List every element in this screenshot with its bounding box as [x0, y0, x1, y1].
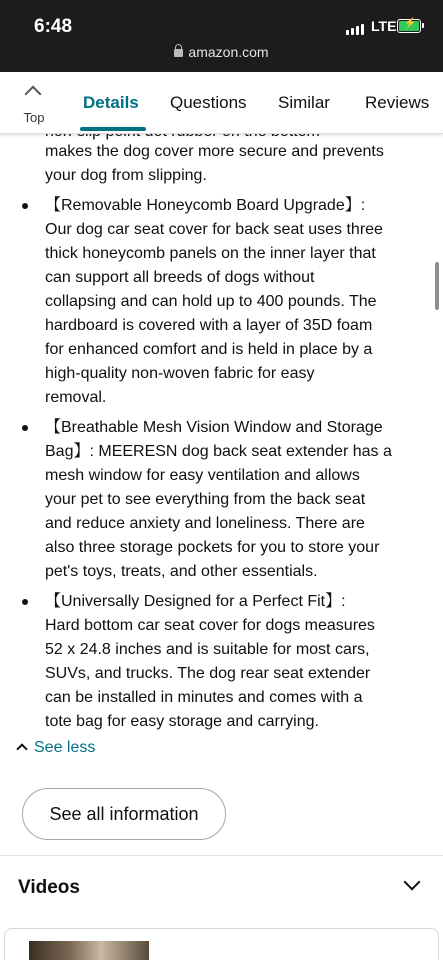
bullet-text-line: pet's toys, treats, and other essentials. [45, 563, 318, 580]
top-label: Top [23, 110, 45, 125]
tab-details[interactable]: Details [83, 93, 139, 112]
bullet-text-line: 【Breathable Mesh Vision Window and Storage [45, 419, 383, 436]
url-text: amazon.com [188, 44, 269, 60]
chevron-down-icon[interactable] [404, 874, 421, 891]
divider [0, 855, 443, 856]
bullet-text-line: SUVs, and trucks. The dog rear seat extender [45, 665, 371, 682]
status-bar [0, 0, 443, 72]
chevron-up-icon [16, 743, 27, 754]
bullet-text-line: 52 x 24.8 inches and is suitable for most cars, [45, 641, 370, 658]
bullet-text-line: 【Removable Honeycomb Board Upgrade】: [45, 197, 366, 214]
bullet-text-line: Bag】: MEERESN dog back seat extender has a [45, 443, 392, 460]
tab-reviews[interactable]: Reviews [365, 93, 430, 112]
bullet-text-line: can be installed in minutes and comes with a [45, 689, 363, 706]
active-tab-indicator [80, 127, 146, 131]
bullet-text-line: mesh window for easy ventilation and allows [45, 467, 360, 484]
bullet-text-line: makes the dog cover more secure and prevents [45, 143, 384, 160]
see-less-label: See less [34, 739, 96, 756]
bullet-text-line: can support all breeds of dogs without [45, 269, 315, 286]
bullet-text-line: removal. [45, 389, 107, 406]
bullet-text-line: for enhanced comfort and is held in place by a [45, 341, 373, 358]
network-label: LTE [371, 18, 397, 34]
bullet-text-line: tote bag for easy storage and carrying. [45, 713, 319, 730]
bullet-text-line: thick honeycomb panels on the inner layer that [45, 245, 376, 262]
tab-similar[interactable]: Similar [278, 93, 330, 112]
bullet-text-line: also three storage pockets for you to store your [45, 539, 380, 556]
signal-icon [346, 24, 364, 35]
bullet-text-line: high-quality non-woven fabric for easy [45, 365, 315, 382]
back-to-top-button[interactable] [14, 80, 54, 126]
bullet-text-line: Hard bottom car seat cover for dogs measures [45, 617, 375, 634]
video-card[interactable] [4, 928, 439, 960]
see-less-link[interactable] [18, 739, 95, 757]
battery-icon [397, 19, 421, 33]
status-time: 6:48 [34, 16, 73, 37]
bullet-text-line: collapsing and can hold up to 400 pounds. The [45, 293, 377, 310]
bullet-text-line: your dog from slipping. [45, 167, 207, 184]
video-thumbnail[interactable] [29, 941, 149, 960]
bullet-dot [22, 203, 28, 209]
url-bar[interactable] [0, 44, 443, 60]
lock-icon [174, 49, 183, 57]
section-tab-bar [0, 72, 443, 134]
bullet-text-line: hardboard is covered with a layer of 35D foam [45, 317, 373, 334]
details-content [0, 116, 443, 846]
see-all-information-button[interactable]: See all information [22, 788, 226, 840]
tab-questions[interactable]: Questions [170, 93, 247, 112]
videos-heading: Videos [18, 877, 80, 898]
bullet-dot [22, 599, 28, 605]
bullet-dot [22, 425, 28, 431]
scrollbar-thumb[interactable] [435, 262, 439, 310]
bullet-text-line: Our dog car seat cover for back seat uses three [45, 221, 383, 238]
bullet-text-line: 【Universally Designed for a Perfect Fit】: [45, 593, 346, 610]
bullet-text-line: and reduce anxiety and loneliness. There are [45, 515, 365, 532]
bullet-text-line: your pet to see everything from the back seat [45, 491, 366, 508]
chevron-up-icon [25, 86, 42, 103]
